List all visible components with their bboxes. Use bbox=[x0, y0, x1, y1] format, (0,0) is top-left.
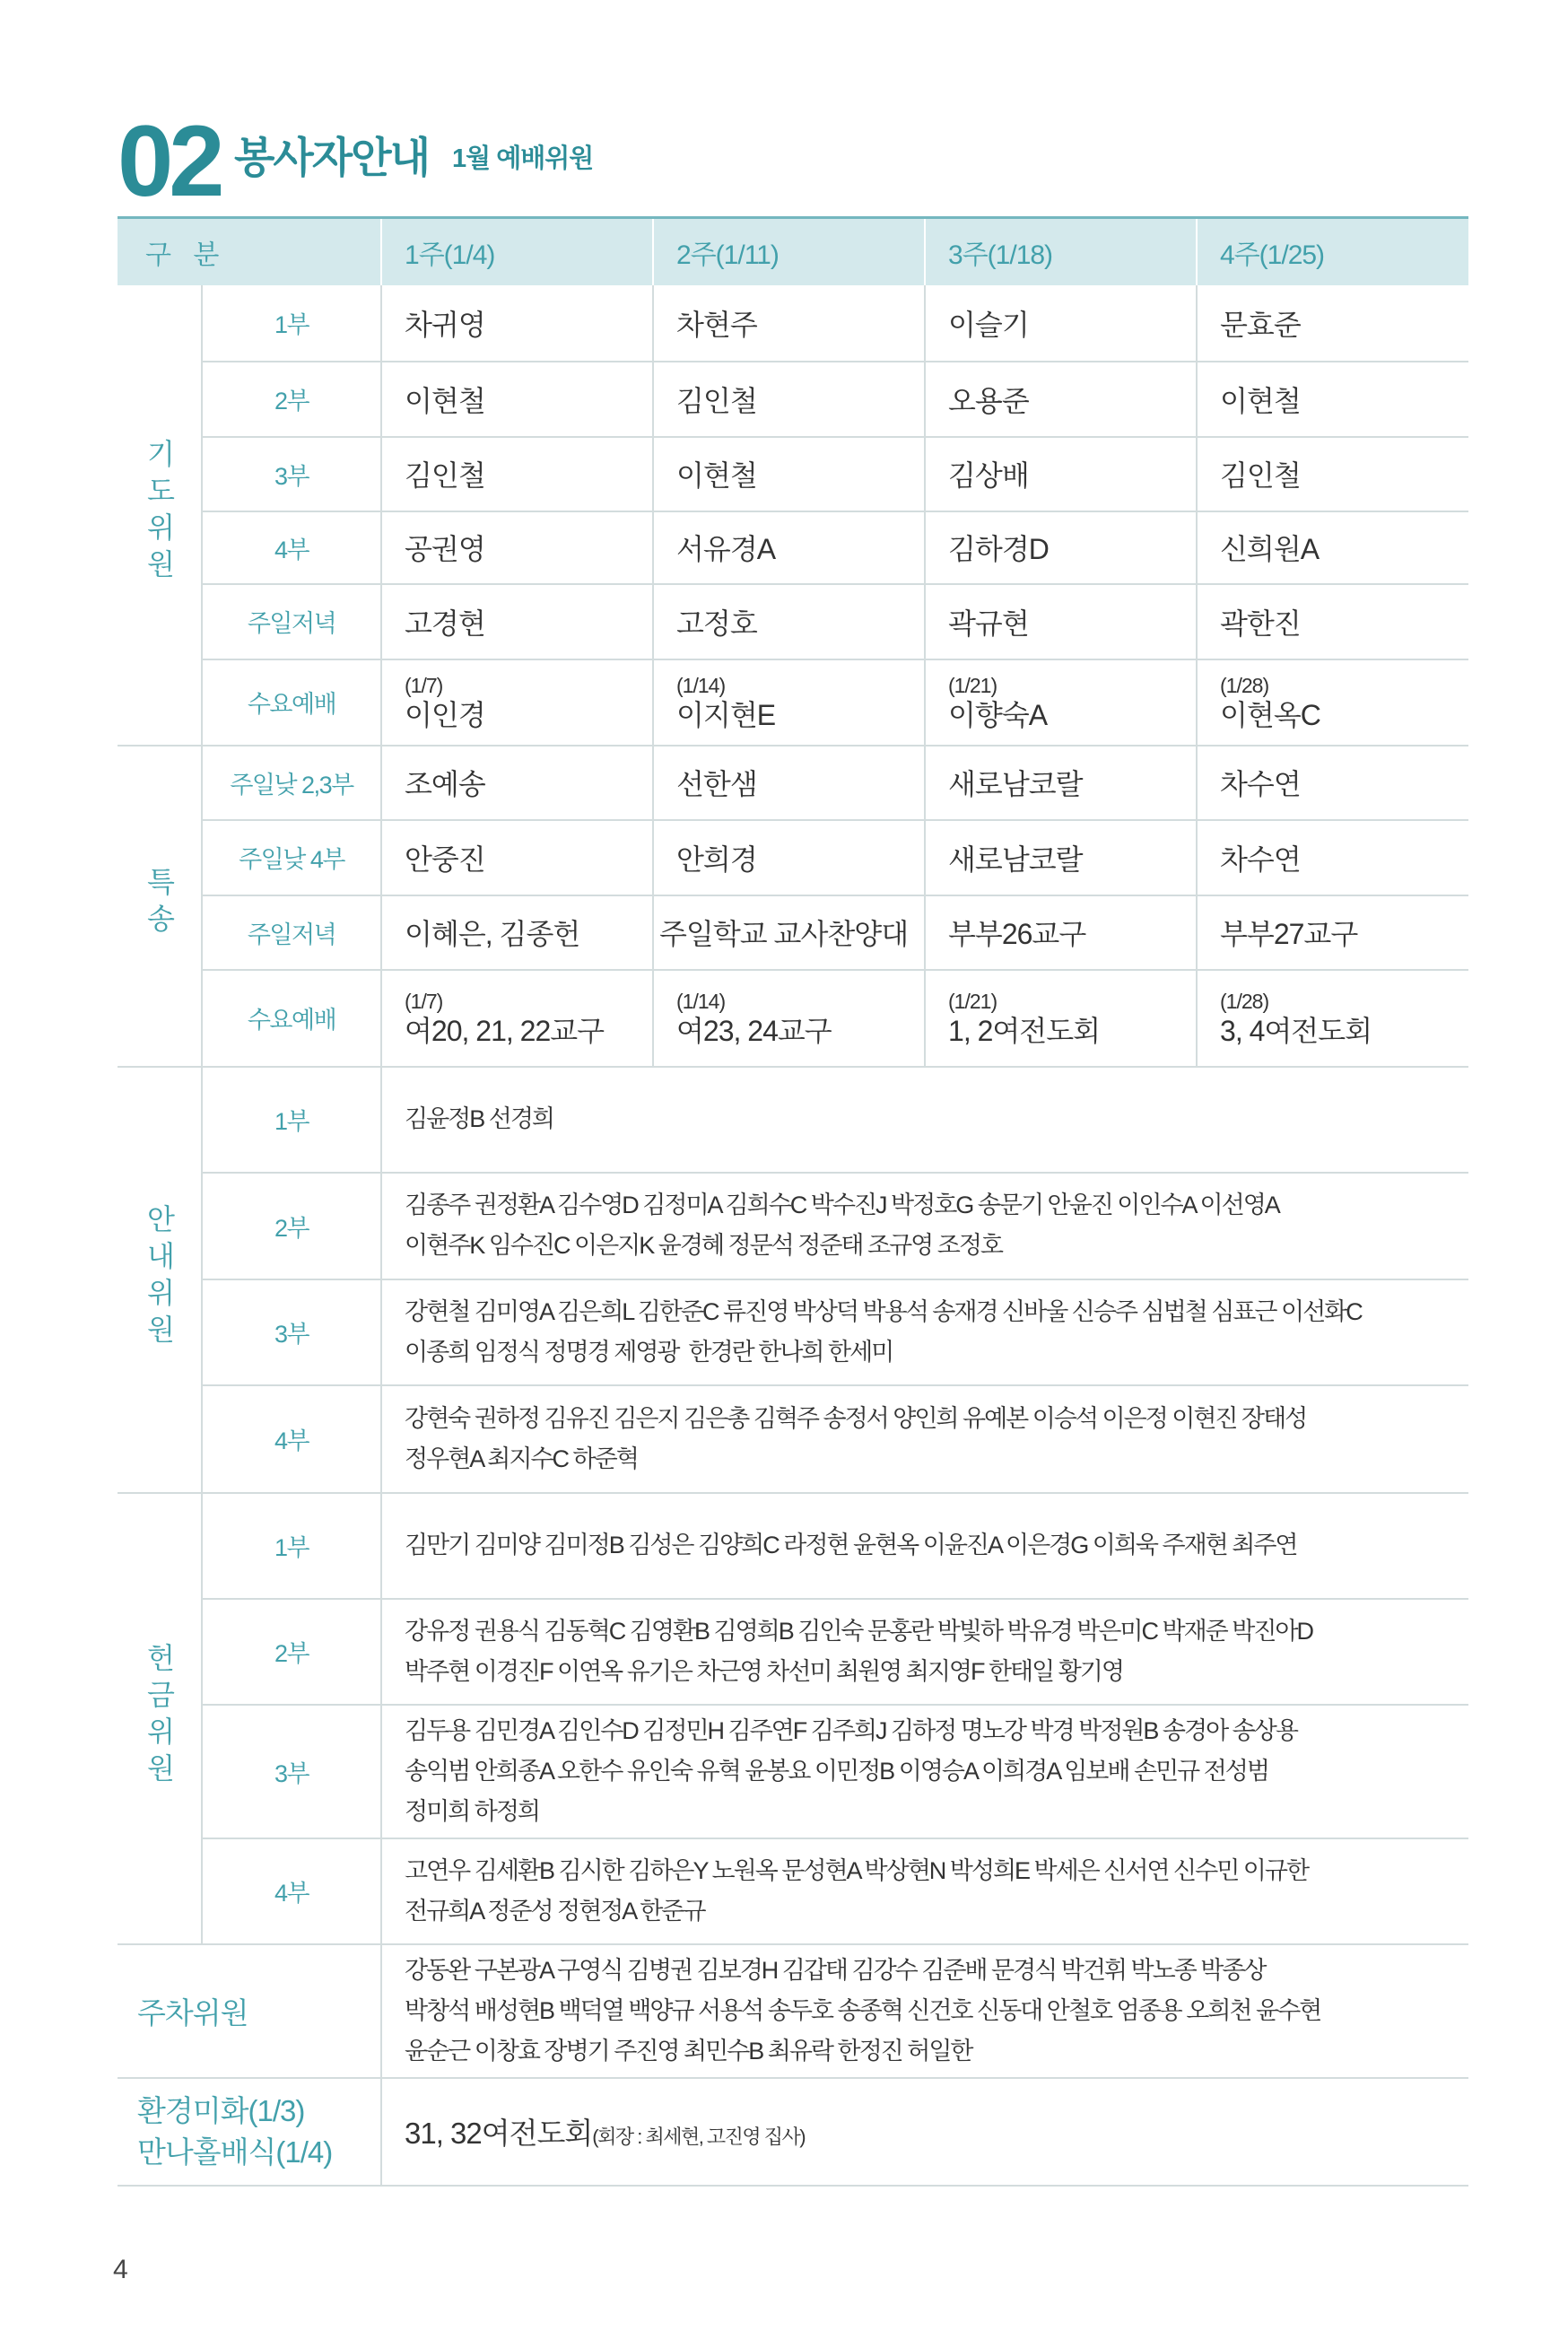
name-line: 강동완 구본광A 구영식 김병권 김보경H 김갑태 김강수 김준배 문경식 박건휘 박노종 박종상 bbox=[405, 1956, 1266, 1984]
wednesday-name: 1, 2여전도회 bbox=[948, 1014, 1101, 1047]
ushers-section-label: 안내위원 bbox=[143, 1203, 176, 1351]
prayer-row-2-week-3: 오용준 bbox=[925, 362, 1197, 437]
special-music-wednesday-week-3 bbox=[925, 970, 1197, 1067]
offering-section-label: 헌금위원 bbox=[143, 1642, 176, 1790]
row-label: 1부 bbox=[202, 285, 381, 362]
prayer-row-5-week-4: 곽한진 bbox=[1197, 584, 1468, 659]
special-music-row-1-week-3: 새로남코랄 bbox=[925, 746, 1197, 820]
wednesday-name: 여20, 21, 22교구 bbox=[405, 1014, 605, 1047]
offering-row-3 bbox=[118, 1705, 1468, 1838]
prayer-wednesday-week-2 bbox=[653, 659, 925, 746]
row-label: 3부 bbox=[202, 1279, 381, 1385]
offering-row-1-names bbox=[381, 1493, 1468, 1599]
wednesday-name: 여23, 24교구 bbox=[676, 1014, 832, 1047]
wednesday-date: (1/7) bbox=[405, 673, 443, 697]
environment-label-line: 환경미화(1/3) bbox=[137, 2093, 305, 2127]
prayer-row-4 bbox=[118, 511, 1468, 584]
environment-label bbox=[118, 2078, 381, 2186]
prayer-row-4-week-1: 공권영 bbox=[381, 511, 653, 584]
prayer-row-4-week-3: 김하경D bbox=[925, 511, 1197, 584]
prayer-row-1-week-2: 차현주 bbox=[653, 285, 925, 362]
special-music-row-2 bbox=[118, 820, 1468, 895]
wednesday-date: (1/21) bbox=[948, 989, 997, 1013]
row-label: 4부 bbox=[202, 1838, 381, 1944]
prayer-row-4-week-4: 신희원A bbox=[1197, 511, 1468, 584]
special-music-row-4 bbox=[118, 970, 1468, 1067]
special-music-row-3 bbox=[118, 895, 1468, 970]
special-music-row-2-week-3: 새로남코랄 bbox=[925, 820, 1197, 895]
name-line: 이현주K 임수진C 이은지K 윤경혜 정문석 정준태 조규영 조정호 bbox=[405, 1232, 1003, 1259]
special-music-section-label: 특송 bbox=[143, 867, 176, 940]
row-label: 수요예배 bbox=[202, 659, 381, 746]
offering-row-3-names bbox=[381, 1705, 1468, 1838]
offering-row-2 bbox=[118, 1599, 1468, 1705]
wednesday-date: (1/28) bbox=[1220, 673, 1269, 697]
name-line: 박주현 이경진F 이연옥 유기은 차근영 차선미 최원영 최지영F 한태일 황기영 bbox=[405, 1657, 1123, 1685]
name-line: 전규희A 정준성 정현정A 한준규 bbox=[405, 1897, 705, 1925]
special-music-row-3-week-4: 부부27교구 bbox=[1197, 895, 1468, 970]
row-label: 3부 bbox=[202, 437, 381, 511]
name-line: 김윤정B 선경희 bbox=[405, 1105, 554, 1132]
name-line: 김만기 김미양 김미정B 김성은 김양희C 라정현 윤현옥 이윤진A 이은경G 이희욱 주재현 최주연 bbox=[405, 1532, 1297, 1558]
section-title: 봉사자안내 bbox=[234, 134, 430, 181]
special-music-row-1-week-2: 선한샘 bbox=[653, 746, 925, 820]
special-music-row-3-week-2: 주일학교 교사찬양대 bbox=[653, 895, 925, 970]
name-line: 강유정 권용식 김동혁C 김영환B 김영희B 김인숙 문홍란 박빛하 박유경 박은미C 박재준 박진아D bbox=[405, 1617, 1312, 1645]
wednesday-date: (1/7) bbox=[405, 989, 443, 1013]
environment-value-cell bbox=[381, 2078, 1468, 2186]
prayer-row-5-week-1: 고경현 bbox=[381, 584, 653, 659]
ushers-row-4 bbox=[118, 1385, 1468, 1493]
environment-row bbox=[118, 2078, 1468, 2186]
prayer-row-3-week-3: 김상배 bbox=[925, 437, 1197, 511]
parking-names bbox=[381, 1944, 1468, 2078]
prayer-row-1-week-4: 문효준 bbox=[1197, 285, 1468, 362]
prayer-row-5-week-3: 곽규현 bbox=[925, 584, 1197, 659]
wednesday-date: (1/14) bbox=[676, 989, 726, 1013]
special-music-row-1-week-1: 조예송 bbox=[381, 746, 653, 820]
special-music-row-2-week-2: 안희경 bbox=[653, 820, 925, 895]
prayer-section-cell bbox=[118, 285, 202, 746]
special-music-row-2-week-4: 차수연 bbox=[1197, 820, 1468, 895]
row-label: 1부 bbox=[202, 1493, 381, 1599]
offering-row-2-names bbox=[381, 1599, 1468, 1705]
ushers-row-1 bbox=[118, 1067, 1468, 1173]
ushers-row-3 bbox=[118, 1279, 1468, 1385]
header-week-2: 2주(1/11) bbox=[653, 218, 925, 285]
name-line: 정미희 하정희 bbox=[405, 1797, 540, 1825]
name-line: 윤순근 이창효 장병기 주진영 최민수B 최유락 한정진 허일한 bbox=[405, 2037, 972, 2065]
offering-row-4 bbox=[118, 1838, 1468, 1944]
row-label: 1부 bbox=[202, 1067, 381, 1173]
prayer-row-3 bbox=[118, 437, 1468, 511]
prayer-row-1 bbox=[118, 285, 1468, 362]
special-music-wednesday-week-1 bbox=[381, 970, 653, 1067]
row-label: 2부 bbox=[202, 1173, 381, 1279]
ushers-row-2-names bbox=[381, 1173, 1468, 1279]
row-label: 4부 bbox=[202, 1385, 381, 1493]
row-label: 주일저녁 bbox=[202, 895, 381, 970]
table-header-row bbox=[118, 218, 1468, 285]
ushers-row-1-names bbox=[381, 1067, 1468, 1173]
parking-label: 주차위원 bbox=[118, 1944, 381, 2078]
row-label: 3부 bbox=[202, 1705, 381, 1838]
section-subtitle: 1월 예배위원 bbox=[452, 144, 594, 173]
offering-section-cell bbox=[118, 1493, 202, 1944]
prayer-row-2 bbox=[118, 362, 1468, 437]
prayer-row-4-week-2: 서유경A bbox=[653, 511, 925, 584]
page-number: 4 bbox=[113, 2255, 128, 2284]
name-line: 김두용 김민경A 김인수D 김정민H 김주연F 김주희J 김하정 명노강 박경 박정원B 송경아 송상용 bbox=[405, 1716, 1297, 1744]
wednesday-name: 3, 4여전도회 bbox=[1220, 1014, 1372, 1047]
parking-row bbox=[118, 1944, 1468, 2078]
name-line: 강현숙 권하정 김유진 김은지 김은총 김혁주 송정서 양인희 유예본 이승석 이은정 이현진 장태성 bbox=[405, 1404, 1307, 1432]
prayer-section-label: 기도위원 bbox=[143, 439, 176, 586]
environment-note: (회장 : 최세현, 고진영 집사) bbox=[592, 2126, 806, 2148]
special-music-row-3-week-1: 이혜은, 김종헌 bbox=[381, 895, 653, 970]
special-music-row-1 bbox=[118, 746, 1468, 820]
ushers-row-2 bbox=[118, 1173, 1468, 1279]
volunteer-roster-table bbox=[118, 216, 1468, 2187]
ushers-section-cell bbox=[118, 1067, 202, 1493]
name-line: 송익범 안희종A 오한수 유인숙 유혁 윤봉요 이민정B 이영승A 이희경A 임보배 손민규 전성범 bbox=[405, 1757, 1268, 1785]
name-line: 강현철 김미영A 김은희L 김한준C 류진영 박상덕 박용석 송재경 신바울 신승주 심법철 심표근 이선화C bbox=[405, 1297, 1362, 1325]
special-music-wednesday-week-4 bbox=[1197, 970, 1468, 1067]
prayer-row-3-week-2: 이현철 bbox=[653, 437, 925, 511]
wednesday-name: 이인경 bbox=[405, 698, 485, 731]
wednesday-date: (1/21) bbox=[948, 673, 997, 697]
prayer-row-5-week-2: 고정호 bbox=[653, 584, 925, 659]
prayer-row-5 bbox=[118, 584, 1468, 659]
prayer-row-2-week-2: 김인철 bbox=[653, 362, 925, 437]
ushers-row-3-names bbox=[381, 1279, 1468, 1385]
row-label: 2부 bbox=[202, 362, 381, 437]
row-label: 주일낮 2,3부 bbox=[202, 746, 381, 820]
wednesday-name: 이현옥C bbox=[1220, 698, 1320, 731]
name-line: 정우현A 최지수C 하준혁 bbox=[405, 1445, 638, 1472]
header-week-4: 4주(1/25) bbox=[1197, 218, 1468, 285]
environment-value: 31, 32여전도회 bbox=[405, 2117, 593, 2150]
section-number: 02 bbox=[118, 105, 221, 217]
prayer-wednesday-week-4 bbox=[1197, 659, 1468, 746]
row-label: 4부 bbox=[202, 511, 381, 584]
offering-row-4-names bbox=[381, 1838, 1468, 1944]
row-label: 주일낮 4부 bbox=[202, 820, 381, 895]
wednesday-date: (1/14) bbox=[676, 673, 726, 697]
name-line: 이종희 임정식 정명경 제영광 한경란 한나희 한세미 bbox=[405, 1338, 893, 1366]
wednesday-name: 이지현E bbox=[676, 698, 776, 731]
ushers-row-4-names bbox=[381, 1385, 1468, 1493]
environment-label-line: 만나홀배식(1/4) bbox=[137, 2135, 333, 2169]
prayer-row-3-week-4: 김인철 bbox=[1197, 437, 1468, 511]
name-line: 박창석 배성현B 백덕열 백양규 서용석 송두호 송종혁 신건호 신동대 안철호 엄종용 오희천 윤수현 bbox=[405, 1996, 1321, 2024]
name-line: 고연우 김세환B 김시한 김하은Y 노원옥 문성현A 박상현N 박성희E 박세은 신서연 신수민 이규한 bbox=[405, 1856, 1309, 1884]
name-line: 김종주 권정환A 김수영D 김정미A 김희수C 박수진J 박정호G 송문기 안윤진 이인수A 이선영A bbox=[405, 1192, 1279, 1218]
row-label: 수요예배 bbox=[202, 970, 381, 1067]
prayer-row-2-week-1: 이현철 bbox=[381, 362, 653, 437]
special-music-wednesday-week-2 bbox=[653, 970, 925, 1067]
prayer-row-3-week-1: 김인철 bbox=[381, 437, 653, 511]
special-music-row-1-week-4: 차수연 bbox=[1197, 746, 1468, 820]
prayer-row-1-week-3: 이슬기 bbox=[925, 285, 1197, 362]
wednesday-name: 이향숙A bbox=[948, 698, 1048, 731]
special-music-section-cell bbox=[118, 746, 202, 1067]
prayer-wednesday-week-3 bbox=[925, 659, 1197, 746]
prayer-row-1-week-1: 차귀영 bbox=[381, 285, 653, 362]
row-label: 주일저녁 bbox=[202, 584, 381, 659]
header-week-1: 1주(1/4) bbox=[381, 218, 653, 285]
prayer-wednesday-week-1 bbox=[381, 659, 653, 746]
prayer-row-2-week-4: 이현철 bbox=[1197, 362, 1468, 437]
row-label: 2부 bbox=[202, 1599, 381, 1705]
wednesday-date: (1/28) bbox=[1220, 989, 1269, 1013]
special-music-row-3-week-3: 부부26교구 bbox=[925, 895, 1197, 970]
prayer-row-6 bbox=[118, 659, 1468, 746]
offering-row-1 bbox=[118, 1493, 1468, 1599]
header-category: 구 분 bbox=[118, 218, 381, 285]
header-week-3: 3주(1/18) bbox=[925, 218, 1197, 285]
special-music-row-2-week-1: 안중진 bbox=[381, 820, 653, 895]
